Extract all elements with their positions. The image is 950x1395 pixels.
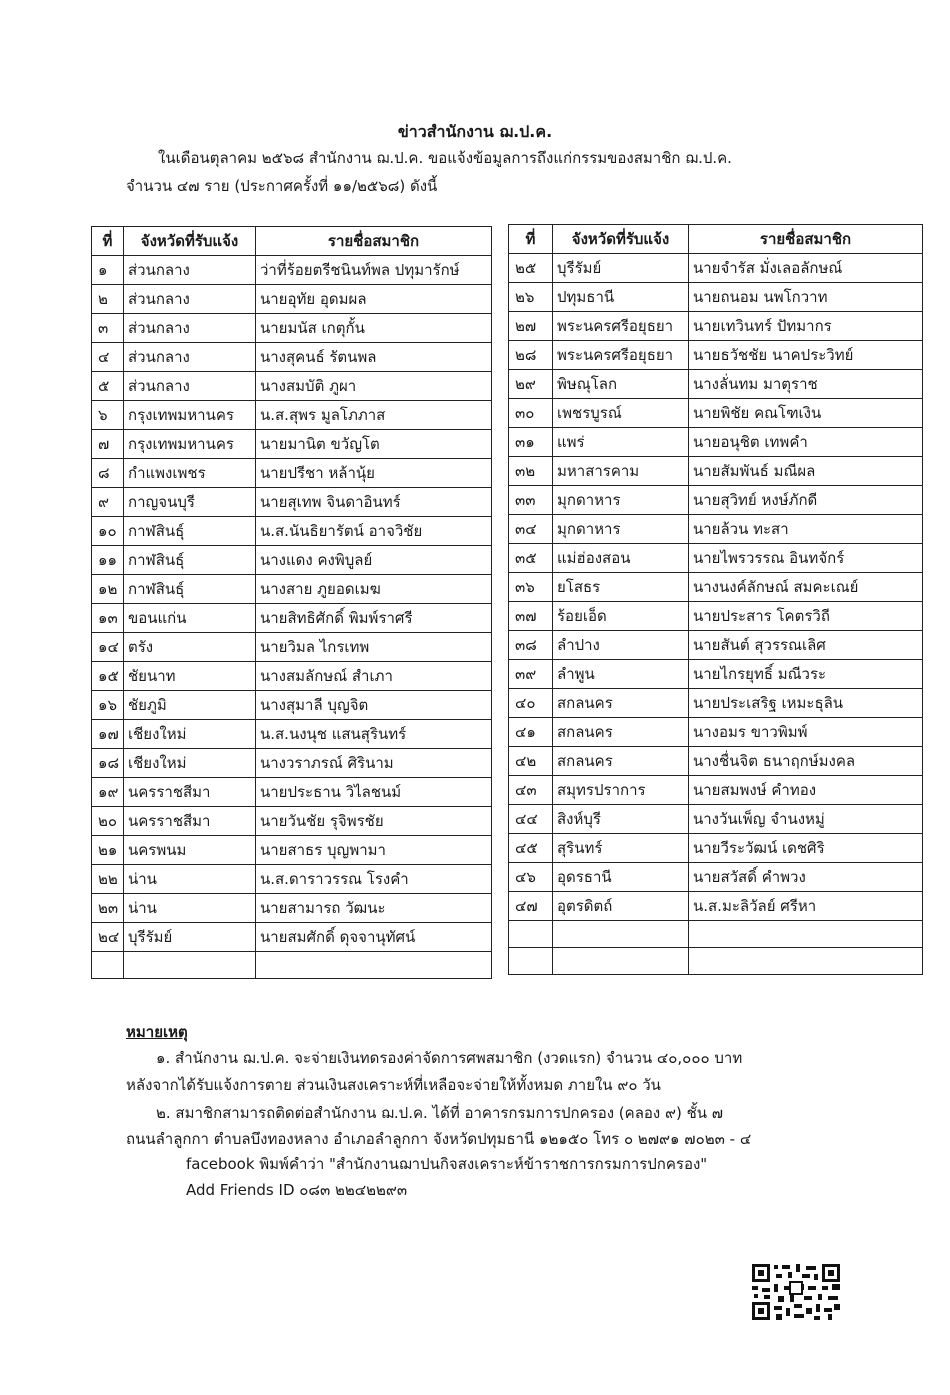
cell-province: สุรินทร์ xyxy=(553,834,689,863)
table-row xyxy=(509,834,923,863)
cell-no: ๒ xyxy=(92,285,124,314)
table-row xyxy=(509,573,923,602)
cell-no: ๔๓ xyxy=(509,776,553,805)
cell-name: นางนงค์ลักษณ์ สมคะเณย์ xyxy=(689,573,923,602)
cell-name: นายวิมล ไกรเทพ xyxy=(256,633,492,662)
table-row xyxy=(509,660,923,689)
cell-no: ๔๑ xyxy=(509,718,553,747)
cell-name: นางสาย ภูยอดเมฆ xyxy=(256,575,492,604)
cell-no: ๓๘ xyxy=(509,631,553,660)
cell-province: สกลนคร xyxy=(553,689,689,718)
col-header-province: จังหวัดที่รับแจ้ง xyxy=(124,227,256,256)
cell-name: นายสุวิทย์ หงษ์ภักดี xyxy=(689,486,923,515)
table-row xyxy=(92,662,492,691)
cell-no: ๒๐ xyxy=(92,807,124,836)
cell-province: มุกดาหาร xyxy=(553,486,689,515)
table-row xyxy=(509,254,923,283)
table-row xyxy=(509,486,923,515)
table-row xyxy=(92,256,492,285)
empty-row xyxy=(92,952,492,979)
table-row xyxy=(509,283,923,312)
cell-name: นางอมร ขาวพิมพ์ xyxy=(689,718,923,747)
cell-name: น.ส.สุพร มูลโภภาส xyxy=(256,401,492,430)
cell-no: ๓๓ xyxy=(509,486,553,515)
table-row xyxy=(92,401,492,430)
notes-heading: หมายเหตุ xyxy=(126,1023,188,1041)
cell-name: นายพิชัย คณโฑเงิน xyxy=(689,399,923,428)
cell-province: นครราชสีมา xyxy=(124,807,256,836)
table-header-row xyxy=(509,225,923,254)
cell-no: ๓๕ xyxy=(509,544,553,573)
cell-name: นายไกรยุทธิ์ มณีวระ xyxy=(689,660,923,689)
cell-province: กรุงเทพมหานคร xyxy=(124,401,256,430)
note-2-line-2: ถนนลำลูกกา ตำบลบึงทองหลาง อำเภอลำลูกกา จังหวัดปทุมธานี ๑๒๑๕๐ โทร ๐ ๒๗๙๑ ๗๐๒๓ - ๔ xyxy=(126,1130,752,1148)
cell-name: นายวันชัย รุจิพรชัย xyxy=(256,807,492,836)
cell-no: ๙ xyxy=(92,488,124,517)
cell-no: ๔๔ xyxy=(509,805,553,834)
cell-province: เชียงใหม่ xyxy=(124,749,256,778)
table-row xyxy=(92,546,492,575)
cell-no: ๓๒ xyxy=(509,457,553,486)
cell-name: นายสมศักดิ์ ดุจจานุทัศน์ xyxy=(256,923,492,952)
cell-no: ๑๒ xyxy=(92,575,124,604)
cell-province: ส่วนกลาง xyxy=(124,285,256,314)
cell-name: ว่าที่ร้อยตรีชนินท์พล ปทุมารักษ์ xyxy=(256,256,492,285)
cell-province: กาฬสินธุ์ xyxy=(124,517,256,546)
table-row xyxy=(509,631,923,660)
cell-name: นายสวัสดิ์ คำพวง xyxy=(689,863,923,892)
cell-name: น.ส.มะลิวัลย์ ศรีหา xyxy=(689,892,923,921)
cell-no: ๒๖ xyxy=(509,283,553,312)
col-header-no: ที่ xyxy=(509,225,553,254)
table-row xyxy=(92,488,492,517)
table-row xyxy=(509,399,923,428)
cell-province: ส่วนกลาง xyxy=(124,372,256,401)
empty-cell xyxy=(689,921,923,948)
member-table-left xyxy=(91,226,492,979)
cell-name: นายสาธร บุญพามา xyxy=(256,836,492,865)
cell-province: ส่วนกลาง xyxy=(124,314,256,343)
table-row xyxy=(92,343,492,372)
cell-name: นายประธาน วิไลชนม์ xyxy=(256,778,492,807)
table-row xyxy=(92,749,492,778)
cell-province: มหาสารคาม xyxy=(553,457,689,486)
cell-no: ๖ xyxy=(92,401,124,430)
cell-no: ๑๕ xyxy=(92,662,124,691)
empty-row xyxy=(509,921,923,948)
cell-no: ๔๕ xyxy=(509,834,553,863)
cell-no: ๑๘ xyxy=(92,749,124,778)
empty-cell xyxy=(509,948,553,975)
cell-no: ๔๗ xyxy=(509,892,553,921)
cell-province: ตรัง xyxy=(124,633,256,662)
table-row xyxy=(92,720,492,749)
cell-name: นายมานิต ขวัญโต xyxy=(256,430,492,459)
cell-province: พระนครศรีอยุธยา xyxy=(553,341,689,370)
cell-no: ๑๐ xyxy=(92,517,124,546)
table-row xyxy=(509,863,923,892)
cell-province: ส่วนกลาง xyxy=(124,343,256,372)
cell-no: ๑๑ xyxy=(92,546,124,575)
cell-no: ๔๖ xyxy=(509,863,553,892)
cell-name: นางสุมาลี บุญจิต xyxy=(256,691,492,720)
note-1-line-2: หลังจากได้รับแจ้งการตาย ส่วนเงินสงเคราะห์ที่เหลือจะจ่ายให้ทั้งหมด ภายใน ๙๐ วัน xyxy=(126,1076,661,1094)
cell-province: เชียงใหม่ xyxy=(124,720,256,749)
cell-no: ๒๔ xyxy=(92,923,124,952)
cell-name: น.ส.ดาราวรรณ โรงคำ xyxy=(256,865,492,894)
cell-no: ๔๐ xyxy=(509,689,553,718)
cell-no: ๑ xyxy=(92,256,124,285)
cell-no: ๓๑ xyxy=(509,428,553,457)
cell-name: นางสุคนธ์ รัตนพล xyxy=(256,343,492,372)
cell-name: นางชื่นจิต ธนาฤกษ์มงคล xyxy=(689,747,923,776)
cell-no: ๔ xyxy=(92,343,124,372)
cell-name: นายเทวินทร์ ปัทมากร xyxy=(689,312,923,341)
table-row xyxy=(92,807,492,836)
cell-no: ๓๖ xyxy=(509,573,553,602)
cell-name: นายจำรัส มั่งเลอลักษณ์ xyxy=(689,254,923,283)
cell-name: นายวีระวัฒน์ เดชศิริ xyxy=(689,834,923,863)
cell-name: นายสมพงษ์ คำทอง xyxy=(689,776,923,805)
col-header-name: รายชื่อสมาชิก xyxy=(689,225,923,254)
note-2-line-1: ๒. สมาชิกสามารถติดต่อสำนักงาน ฌ.ป.ค. ได้ที่ อาคารกรมการปกครอง (คลอง ๙) ชั้น ๗ xyxy=(156,1104,724,1122)
empty-cell xyxy=(689,948,923,975)
cell-province: กำแพงเพชร xyxy=(124,459,256,488)
cell-name: นายสันต์ สุวรรณเลิศ xyxy=(689,631,923,660)
cell-province: เพชรบูรณ์ xyxy=(553,399,689,428)
cell-no: ๓๔ xyxy=(509,515,553,544)
table-row xyxy=(92,459,492,488)
empty-cell xyxy=(509,921,553,948)
cell-name: นายอุทัย อุดมผล xyxy=(256,285,492,314)
cell-no: ๒๕ xyxy=(509,254,553,283)
cell-province: บุรีรัมย์ xyxy=(553,254,689,283)
cell-name: นายถนอม นพโกวาท xyxy=(689,283,923,312)
table-row xyxy=(509,312,923,341)
table-row xyxy=(92,575,492,604)
table-row xyxy=(92,372,492,401)
empty-row xyxy=(509,948,923,975)
cell-province: กาฬสินธุ์ xyxy=(124,546,256,575)
cell-no: ๗ xyxy=(92,430,124,459)
table-row xyxy=(509,457,923,486)
table-row xyxy=(92,314,492,343)
cell-province: แพร่ xyxy=(553,428,689,457)
cell-name: นางวราภรณ์ ศิรินาม xyxy=(256,749,492,778)
cell-no: ๑๗ xyxy=(92,720,124,749)
member-table-right xyxy=(508,224,923,975)
table-row xyxy=(509,370,923,399)
cell-province: ลำปาง xyxy=(553,631,689,660)
line-id-contact: Add Friends ID ๐๘๓ ๒๒๔๒๒๙๓ xyxy=(186,1181,408,1199)
cell-name: นางแดง คงพิบูลย์ xyxy=(256,546,492,575)
table-row xyxy=(509,776,923,805)
cell-name: นายอนุชิต เทพคำ xyxy=(689,428,923,457)
cell-province: กาญจนบุรี xyxy=(124,488,256,517)
table-row xyxy=(92,285,492,314)
table-row xyxy=(92,836,492,865)
cell-no: ๑๓ xyxy=(92,604,124,633)
cell-name: นายสามารถ วัฒนะ xyxy=(256,894,492,923)
table-row xyxy=(92,894,492,923)
empty-cell xyxy=(256,952,492,979)
cell-province: นครพนม xyxy=(124,836,256,865)
table-row xyxy=(509,718,923,747)
qr-code-icon xyxy=(750,1262,842,1322)
intro-line-2: จำนวน ๔๗ ราย (ประกาศครั้งที่ ๑๑/๒๕๖๘) ดังนี้ xyxy=(126,177,438,195)
cell-name: นายประเสริฐ เหมะธุลิน xyxy=(689,689,923,718)
cell-province: ชัยนาท xyxy=(124,662,256,691)
table-row xyxy=(509,544,923,573)
cell-province: สิงห์บุรี xyxy=(553,805,689,834)
cell-no: ๒๙ xyxy=(509,370,553,399)
empty-cell xyxy=(553,921,689,948)
cell-province: ปทุมธานี xyxy=(553,283,689,312)
cell-name: นางสมบัติ ภูผา xyxy=(256,372,492,401)
cell-no: ๒๘ xyxy=(509,341,553,370)
empty-cell xyxy=(124,952,256,979)
cell-no: ๒๓ xyxy=(92,894,124,923)
cell-province: ลำพูน xyxy=(553,660,689,689)
cell-province: สกลนคร xyxy=(553,747,689,776)
table-row xyxy=(509,892,923,921)
document-title: ข่าวสำนักงาน ฌ.ป.ค. xyxy=(397,122,553,141)
table-row xyxy=(92,691,492,720)
cell-name: นางวันเพ็ญ จำนงหมู่ xyxy=(689,805,923,834)
empty-cell xyxy=(553,948,689,975)
table-row xyxy=(509,602,923,631)
table-row xyxy=(509,805,923,834)
cell-name: น.ส.นันธิยารัตน์ อาจวิชัย xyxy=(256,517,492,546)
cell-province: ชัยภูมิ xyxy=(124,691,256,720)
cell-no: ๔๒ xyxy=(509,747,553,776)
cell-name: นายไพรวรรณ อินทจักร์ xyxy=(689,544,923,573)
cell-name: นายล้วน ทะสา xyxy=(689,515,923,544)
cell-province: น่าน xyxy=(124,894,256,923)
table-row xyxy=(92,517,492,546)
table-row xyxy=(509,428,923,457)
empty-cell xyxy=(92,952,124,979)
cell-no: ๓๗ xyxy=(509,602,553,631)
cell-name: นายธวัชชัย นาคประวิทย์ xyxy=(689,341,923,370)
cell-no: ๘ xyxy=(92,459,124,488)
intro-line-1: ในเดือนตุลาคม ๒๕๖๘ สำนักงาน ฌ.ป.ค. ขอแจ้งข้อมูลการถึงแก่กรรมของสมาชิก ฌ.ป.ค. xyxy=(158,149,732,167)
cell-no: ๑๖ xyxy=(92,691,124,720)
col-header-no: ที่ xyxy=(92,227,124,256)
facebook-contact: facebook พิมพ์คำว่า "สำนักงานฌาปนกิจสงเคราะห์ข้าราชการกรมการปกครอง" xyxy=(186,1155,708,1173)
cell-province: ร้อยเอ็ด xyxy=(553,602,689,631)
col-header-province: จังหวัดที่รับแจ้ง xyxy=(553,225,689,254)
cell-name: นายมนัส เกตุกั้น xyxy=(256,314,492,343)
cell-province: นครราชสีมา xyxy=(124,778,256,807)
cell-province: มุกดาหาร xyxy=(553,515,689,544)
table-row xyxy=(92,430,492,459)
table-row xyxy=(509,747,923,776)
table-row xyxy=(92,923,492,952)
cell-province: สกลนคร xyxy=(553,718,689,747)
cell-no: ๑๔ xyxy=(92,633,124,662)
cell-province: กรุงเทพมหานคร xyxy=(124,430,256,459)
cell-province: พิษณุโลก xyxy=(553,370,689,399)
cell-name: นางสมลักษณ์ สำเภา xyxy=(256,662,492,691)
cell-no: ๓๙ xyxy=(509,660,553,689)
cell-no: ๑๙ xyxy=(92,778,124,807)
cell-name: นายสัมพันธ์ มณีผล xyxy=(689,457,923,486)
table-row xyxy=(92,604,492,633)
cell-province: อุดรธานี xyxy=(553,863,689,892)
cell-name: น.ส.นงนุช แสนสุรินทร์ xyxy=(256,720,492,749)
cell-no: ๒๒ xyxy=(92,865,124,894)
table-row xyxy=(509,341,923,370)
cell-province: พระนครศรีอยุธยา xyxy=(553,312,689,341)
cell-province: กาฬสินธุ์ xyxy=(124,575,256,604)
table-row xyxy=(92,778,492,807)
cell-province: แม่ฮ่องสอน xyxy=(553,544,689,573)
cell-name: นางลั่นทม มาตุราช xyxy=(689,370,923,399)
table-row xyxy=(509,515,923,544)
cell-name: นายสิทธิศักดิ์ พิมพ์ราศรี xyxy=(256,604,492,633)
cell-no: ๒๗ xyxy=(509,312,553,341)
cell-no: ๕ xyxy=(92,372,124,401)
cell-province: อุตรดิตถ์ xyxy=(553,892,689,921)
note-1-line-1: ๑. สำนักงาน ฌ.ป.ค. จะจ่ายเงินทดรองค่าจัดการศพสมาชิก (งวดแรก) จำนวน ๔๐,๐๐๐ บาท xyxy=(156,1049,743,1067)
col-header-name: รายชื่อสมาชิก xyxy=(256,227,492,256)
cell-province: บุรีรัมย์ xyxy=(124,923,256,952)
cell-province: ส่วนกลาง xyxy=(124,256,256,285)
table-row xyxy=(509,689,923,718)
cell-province: น่าน xyxy=(124,865,256,894)
cell-no: ๓ xyxy=(92,314,124,343)
cell-name: นายปรีชา หล้านุ้ย xyxy=(256,459,492,488)
table-row xyxy=(92,865,492,894)
cell-name: นายประสาร โคตรวิถี xyxy=(689,602,923,631)
cell-no: ๓๐ xyxy=(509,399,553,428)
table-row xyxy=(92,633,492,662)
cell-province: สมุทรปราการ xyxy=(553,776,689,805)
cell-province: ขอนแก่น xyxy=(124,604,256,633)
table-header-row xyxy=(92,227,492,256)
cell-name: นายสุเทพ จินดาอินทร์ xyxy=(256,488,492,517)
cell-no: ๒๑ xyxy=(92,836,124,865)
cell-province: ยโสธร xyxy=(553,573,689,602)
